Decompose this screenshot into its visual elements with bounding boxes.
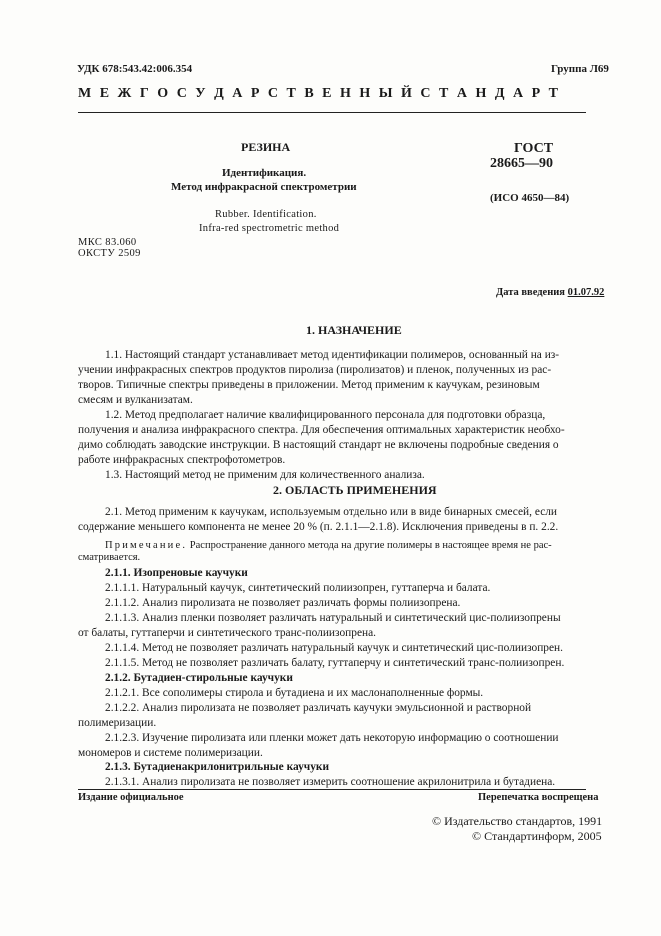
para-line: 2.1.3.1. Анализ пиролизата не позволяет измерить соотношение акрилонитрила и бутадиена. xyxy=(105,776,556,788)
iso-number: (ИСО 4650—84) xyxy=(490,192,570,204)
para-line: 2.1.1.4. Метод не позволяет различать натуральный каучук и синтетический цис-полиизопрен. xyxy=(105,642,563,654)
para-line: мономеров и системе полимеризации. xyxy=(78,747,263,759)
effective-date-label: Дата введения xyxy=(496,287,565,298)
para-line: смесям и вулканизатам. xyxy=(78,394,193,406)
effective-date xyxy=(496,287,604,298)
gost-number: 28665—90 xyxy=(490,156,553,171)
para-line: получения и анализа инфракрасного спектра. Для обеспечения оптимальных характеристик необхо- xyxy=(78,424,565,436)
para-line: 2.1. Метод применим к каучукам, используемым отдельно или в виде бинарных смесей, если xyxy=(105,506,558,518)
okstu-code: ОКСТУ 2509 xyxy=(78,248,141,259)
reprint-label: Перепечатка воспрещена xyxy=(478,792,599,803)
edition-label: Издание официальное xyxy=(78,792,184,803)
para-line: 1.3. Настоящий метод не применим для количественного анализа. xyxy=(105,469,425,481)
para-line: полимеризации. xyxy=(78,717,157,729)
footer-divider xyxy=(78,789,586,790)
copyright-1: © Издательство стандартов, 1991 xyxy=(432,814,603,828)
para-line: 2.1.2.3. Изучение пиролизата или пленки может дать некоторую информацию о соотношении xyxy=(105,732,559,744)
para-line: 2.1.1.2. Анализ пиролизата не позволяет различать формы полиизопрена. xyxy=(105,597,461,609)
effective-date-value: 01.07.92 xyxy=(567,287,605,298)
subsection-heading: 2.1.2. Бутадиен-стирольные каучуки xyxy=(105,672,293,684)
subsection-heading: 2.1.1. Изопреновые каучуки xyxy=(105,567,248,579)
para-line: творов. Типичные спектры приведены в приложении. Метод применим к каучукам, резиновым xyxy=(78,379,540,391)
para-line: 1.2. Метод предполагает наличие квалифицированного персонала для подготовки образца, xyxy=(105,409,546,421)
para-line: 2.1.1.5. Метод не позволяет различать балату, гуттаперчу и синтетический транс-полиизопрен. xyxy=(105,657,565,669)
section-1-heading: 1. НАЗНАЧЕНИЕ xyxy=(306,323,402,337)
para-line: 2.1.2.1. Все сополимеры стирола и бутадиена и их маслонаполненные формы. xyxy=(105,687,484,699)
title-en-2: Infra-red spectrometric method xyxy=(199,223,340,234)
title-sub-2: Метод инфракрасной спектрометрии xyxy=(171,181,357,193)
group-code: Группа Л69 xyxy=(551,63,609,75)
standard-banner: М Е Ж Г О С У Д А Р С Т В Е Н Н Ы Й С Т А Н Д А Р Т xyxy=(78,86,559,101)
para-line: от балаты, гуттаперчи и синтетического транс-полиизопрена. xyxy=(78,627,377,639)
para-line: 2.1.1.1. Натуральный каучук, синтетический полиизопрен, гуттаперча и балата. xyxy=(105,582,491,594)
para-line: содержание меньшего компонента не менее 20 % (п. 2.1.1—2.1.8). Исключения приведены в п. 2.2. xyxy=(78,521,559,533)
header-divider xyxy=(78,112,586,113)
subsection-heading: 2.1.3. Бутадиенакрилонитрильные каучуки xyxy=(105,761,330,773)
para-line: 2.1.2.2. Анализ пиролизата не позволяет различать каучуки эмульсионной и растворной xyxy=(105,702,532,714)
para-line: 1.1. Настоящий стандарт устанавливает метод идентификации полимеров, основанный на из- xyxy=(105,349,560,361)
para-line: димо соблюдать заводские инструкции. В настоящий стандарт не включены подробные сведения о xyxy=(78,439,559,451)
document-title: РЕЗИНА xyxy=(241,140,291,154)
note-text: Распространение данного метода на другие полимеры в настоящее время не рас- xyxy=(189,540,552,551)
gost-label: ГОСТ xyxy=(514,141,554,156)
note-line-1 xyxy=(105,540,552,551)
note-label: Примечание. xyxy=(105,540,188,551)
note-line-2: сматривается. xyxy=(78,552,141,563)
para-line: учении инфракрасных спектров продуктов пиролиза (пиролизатов) и пленок, полученных из рас- xyxy=(78,364,552,376)
copyright-2: © Стандартинформ, 2005 xyxy=(472,829,602,843)
para-line: работе инфракрасных спектрофотометров. xyxy=(78,454,286,466)
title-sub-1: Идентификация. xyxy=(222,167,307,179)
para-line: 2.1.1.3. Анализ пленки позволяет различать натуральный и синтетический цис-полиизопрены xyxy=(105,612,561,624)
udk-code: УДК 678:543.42:006.354 xyxy=(77,63,193,75)
mks-code: МКС 83.060 xyxy=(78,237,137,248)
section-2-heading: 2. ОБЛАСТЬ ПРИМЕНЕНИЯ xyxy=(273,483,437,497)
title-en-1: Rubber. Identification. xyxy=(215,209,317,220)
